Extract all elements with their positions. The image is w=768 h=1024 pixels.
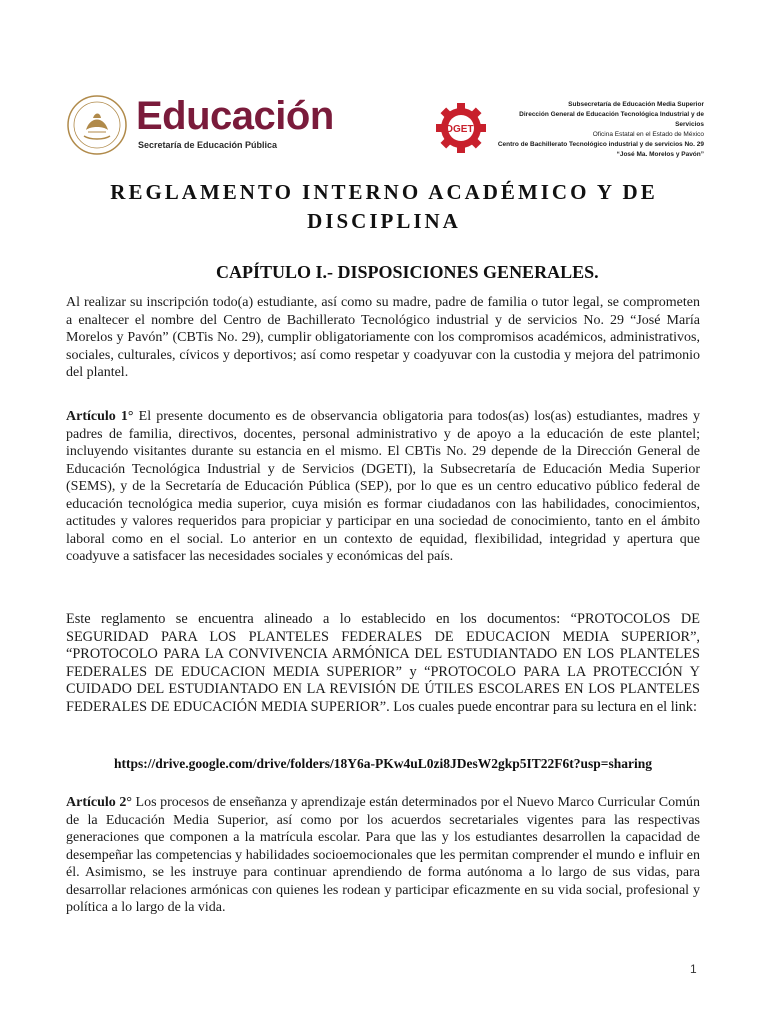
article-1-paragraph: [66, 408, 700, 566]
institution-line: “José Ma. Morelos y Pavón”: [616, 151, 704, 158]
institution-line: Centro de Bachillerato Tecnológico industrial y de servicios No. 29: [497, 141, 704, 148]
chapter-heading: CAPÍTULO I.- DISPOSICIONES GENERALES.: [216, 262, 599, 282]
article-2-label: Artículo 2°: [66, 795, 132, 810]
article-2-text: Los procesos de enseñanza y aprendizaje están determinados por el Nuevo Marco Curricular Común de la Educación Media Superior, así como por los acuerdos secretariales vigentes para las respectivas generaciones que componen a la matrícula escolar. Para que las y los estudiantes desarrollen la capacidad de desempeñar las competencias y habilidades socioemocionales que les permitan comprender el mundo e influir en él. Asimismo, se les instruye para continuar aprendiendo de forma autónoma a lo largo de sus vidas, para desarrollar relaciones armónicas con quienes les rodean y participar eficazmente en su vida social, profesional y política a lo largo de la vida.: [66, 795, 700, 915]
institution-line: Oficina Estatal en el Estado de México: [592, 131, 704, 138]
education-logo-title: Educación: [136, 94, 334, 138]
page-number: 1: [690, 962, 697, 976]
document-title: REGLAMENTO INTERNO ACADÉMICO Y DE DISCIPLINA: [110, 180, 658, 233]
protocols-paragraph: [66, 611, 700, 716]
education-logo-subtitle: Secretaría de Educación Pública: [138, 140, 278, 150]
drive-link[interactable]: https://drive.google.com/drive/folders/18Y6a-PKw4uL0zi8JDesW2gkp5IT22F6t?usp=sharing: [114, 756, 652, 771]
institution-line: Dirección General de Educación Tecnológica Industrial y de Servicios: [519, 111, 704, 128]
page-header: [66, 90, 706, 160]
intro-paragraph: Al realizar su inscripción todo(a) estudiante, así como su madre, padre de familia o tutor legal, se comprometen a enaltecer el nombre del Centro de Bachillerato Tecnológico industrial y de servicios No. 29 “José María Morelos y Pavón” (CBTis No. 29), cumplir obligatoriamente con los compromisos académicos, administrativos, sociales, culturales, cívicos y deportivos; así como respetar y coadyuvar con la custodia y mejora del patrimonio del plantel.: [66, 295, 700, 380]
article-1-text: El presente documento es de observancia obligatoria para todos(as) los(as) estudiantes, madres y padres de familia, directivos, docentes, personal administrativo y de apoyo a la educación de este plantel; incluyendo visitantes durante su estancia en el mismo. El CBTis No. 29 depende de la Dirección General de Educación Tecnológica Industrial y de Servicios (DGETI), la Subsecretaría de Educación Media Superior (SEMS), y de la Secretaría de Educación Pública (SEP), por lo que es un centro educativo público federal de educación tecnológica media superior, cuya misión es formar ciudadanos con las habilidades, conocimientos, actitudes y valores requeridos para propiciar y participar en una sociedad de conocimiento, tanto en el ámbito laboral como en el social. Lo anterior en un contexto de equidad, flexibilidad, integridad y apertura que coadyuve a satisfacer las necesidades sociales y económicas del país.: [66, 409, 700, 564]
mexico-seal-icon: [66, 94, 128, 156]
institution-line: Subsecretaría de Educación Media Superior: [568, 101, 704, 108]
education-logo: [136, 96, 334, 150]
dgeti-gear-icon: [436, 98, 486, 158]
institution-info: [492, 100, 704, 160]
dgeti-logo-text: DGETI: [445, 124, 477, 135]
article-1-label: Artículo 1°: [66, 409, 134, 424]
article-2-paragraph: [66, 794, 700, 917]
protocols-text: Este reglamento se encuentra alineado a lo establecido en los documentos: “PROTOCOLOS DE SEGURIDAD PARA LOS PLANTELES FEDERALES DE EDUCACION MEDIA SUPERIOR”, “PROTOCOLO PARA LA CONVIVENCIA ARMÓNICA DEL ESTUDIANTADO EN LOS PLANTELES FEDERALES DE EDUCACION MEDIA SUPERIOR” y “PROTOCOLO PARA LA PROTECCIÓN Y CUIDADO DEL ESTUDIANTADO EN LA REVISIÓN DE ÚTILES ESCOLARES EN LOS PLANTELES FEDERALES DE EDUCACIÓN MEDIA SUPERIOR”. Los cuales puede encontrar para su lectura en el link:: [66, 611, 700, 715]
